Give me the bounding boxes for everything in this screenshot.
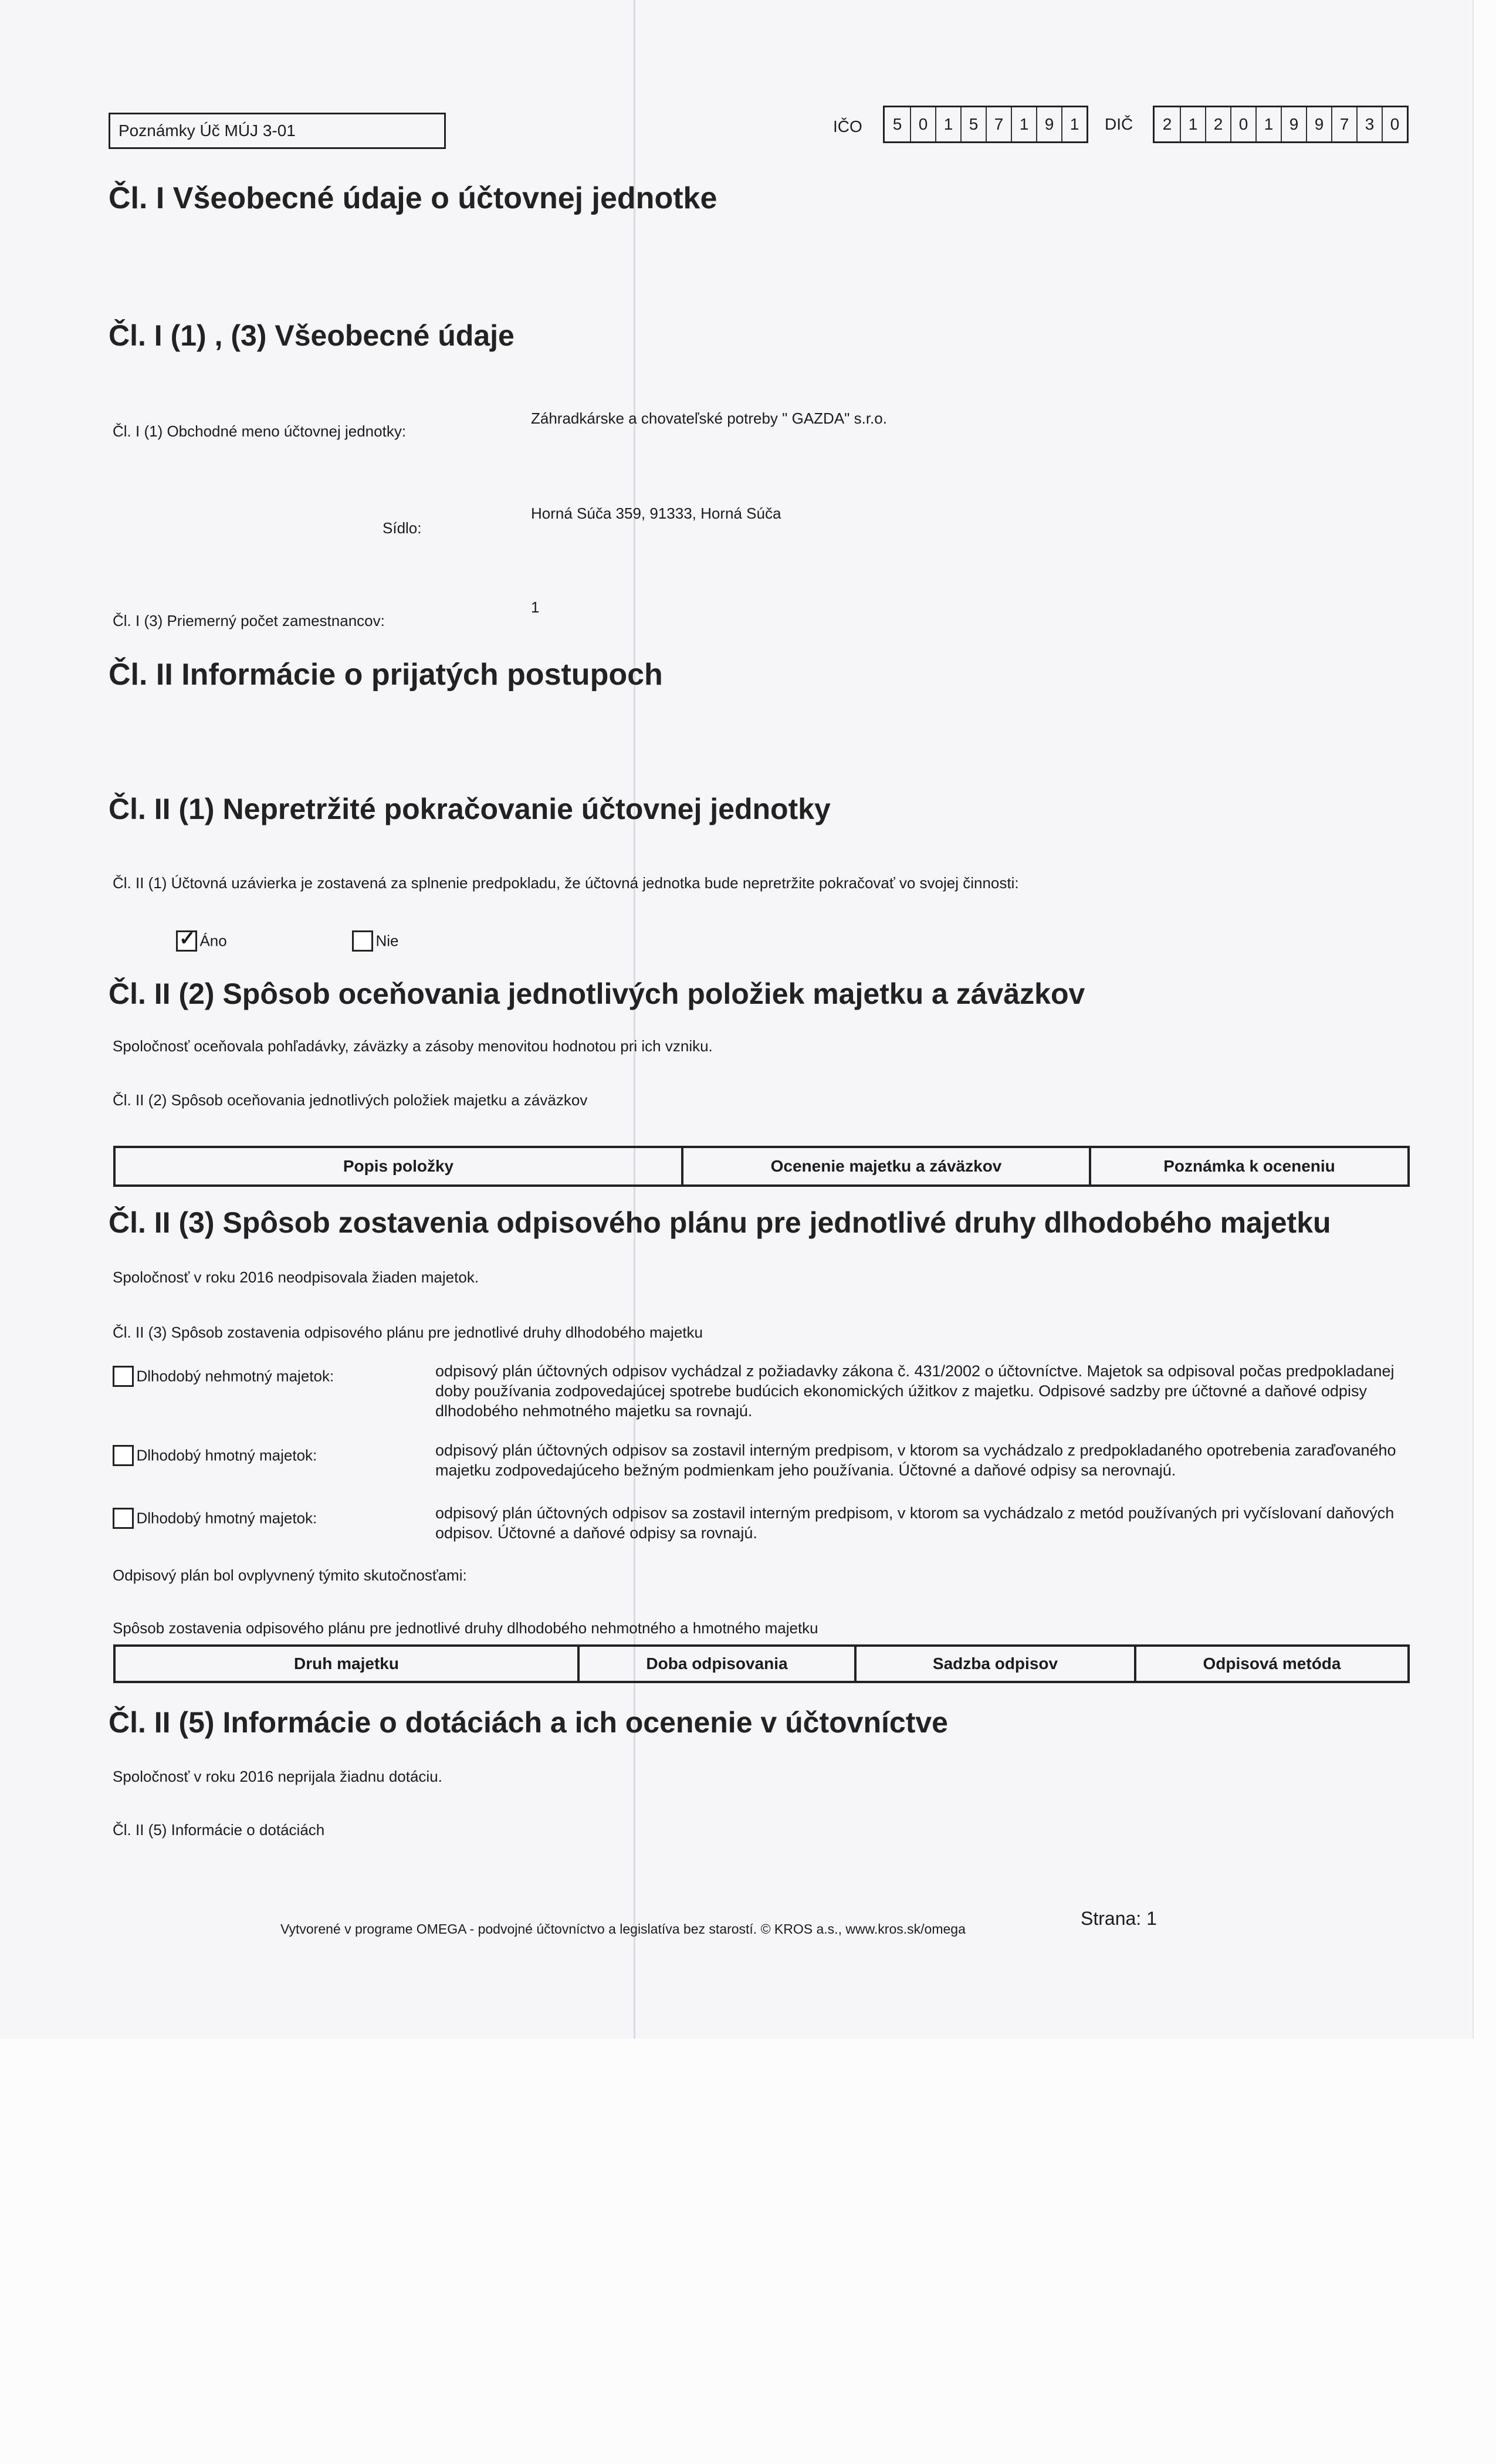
no-option[interactable] — [352, 930, 398, 952]
digit-box: 0 — [910, 107, 935, 141]
column-header: Poznámka k oceneniu — [1089, 1148, 1407, 1184]
asset-checkbox[interactable] — [113, 1508, 134, 1529]
footer-credit: Vytvorené v programe OMEGA - podvojné účtovníctvo a legislatíva bez starostí. © KROS a.s., www.kros.sk/omega — [280, 1921, 966, 1937]
yes-label: Áno — [199, 932, 227, 950]
asset-description: odpisový plán účtovných odpisov sa zostavil interným predpisom, v ktorom sa vychádzalo z predpokladaného opotrebenia zaraďovaného majetku zodpovedajúceho bežným podmienkam jeho používania. Účtovné a daňové odpisy sa nerovnajú. — [435, 1441, 1396, 1479]
digit-box: 9 — [1306, 107, 1331, 141]
digit-box: 9 — [1281, 107, 1306, 141]
digit-box: 5 — [960, 107, 986, 141]
employees-value: 1 — [531, 598, 540, 616]
digit-box: 1 — [1011, 107, 1036, 141]
plan-table-caption: Spôsob zostavenia odpisového plánu pre jednotlivé druhy dlhodobého nehmotného a hmotného majetku — [113, 1619, 818, 1637]
asset-checkbox[interactable] — [113, 1445, 134, 1466]
no-checkbox[interactable] — [352, 930, 373, 952]
column-header: Popis položky — [343, 1157, 454, 1175]
digit-box: 5 — [892, 115, 902, 133]
form-label: Poznámky Úč MÚJ 3-01 — [119, 121, 296, 140]
form-label-box — [109, 113, 446, 149]
influence-statement: Odpisový plán bol ovplyvnený týmito skutočnosťami: — [113, 1566, 467, 1584]
digit-box: 2 — [1162, 115, 1172, 133]
section-2-3-title: Čl. II (3) Spôsob zostavenia odpisového plánu pre jednotlivé druhy dlhodobého majetku — [109, 1206, 1331, 1239]
asset-row-intangible — [113, 1366, 334, 1387]
asset-row-tangible-2 — [113, 1508, 317, 1529]
digit-box: 7 — [1331, 107, 1356, 141]
digit-box: 1 — [1255, 107, 1281, 141]
digit-box: 0 — [1230, 107, 1255, 141]
dic-digit-boxes — [1153, 106, 1409, 143]
checkmark-icon: ✓ — [179, 928, 196, 950]
section-2-1-title: Čl. II (1) Nepretržité pokračovanie účtovnej jednotky — [109, 793, 831, 825]
subsidy-statement: Spoločnosť v roku 2016 neprijala žiadnu dotáciu. — [113, 1768, 442, 1785]
digit-box: 1 — [1180, 107, 1205, 141]
ico-digit-boxes — [883, 106, 1088, 143]
valuation-statement: Spoločnosť oceňovala pohľadávky, záväzky a zásoby menovitou hodnotou pri ich vzniku. — [113, 1037, 713, 1055]
column-header: Odpisová metóda — [1134, 1647, 1407, 1681]
column-header: Doba odpisovania — [577, 1647, 854, 1681]
asset-label: Dlhodobý hmotný majetok: — [136, 1509, 317, 1527]
company-name-label: Čl. I (1) Obchodné meno účtovnej jednotky: — [113, 422, 407, 440]
asset-description: odpisový plán účtovných odpisov sa zostavil interným predpisom, v ktorom sa vychádzalo z metód používaných pri vyčíslovaní daňových odpisov. Účtovné a daňové odpisy sa rovnajú. — [435, 1504, 1395, 1542]
digit-box: 1 — [1061, 107, 1087, 141]
section-1-title: Čl. I Všeobecné údaje o účtovnej jednotke — [109, 181, 717, 215]
valuation-table-header — [113, 1146, 1410, 1187]
digit-box: 9 — [1036, 107, 1061, 141]
section-1-subtitle: Čl. I (1) , (3) Všeobecné údaje — [109, 319, 515, 352]
valuation-table-caption: Čl. II (2) Spôsob oceňovania jednotlivých položiek majetku a záväzkov — [113, 1091, 588, 1109]
section-2-5-title: Čl. II (5) Informácie o dotáciách a ich ocenenie v účtovníctve — [109, 1706, 948, 1739]
asset-checkbox[interactable] — [113, 1366, 134, 1387]
yes-option[interactable] — [176, 930, 227, 952]
digit-box: 0 — [1382, 107, 1407, 141]
column-header: Druh majetku — [294, 1654, 399, 1673]
yes-checkbox[interactable] — [176, 930, 197, 952]
section-2-2-title: Čl. II (2) Spôsob oceňovania jednotlivých položiek majetku a záväzkov — [109, 977, 1085, 1010]
employees-label: Čl. I (3) Priemerný počet zamestnancov: — [113, 612, 385, 629]
ico-label: IČO — [833, 117, 862, 136]
depreciation-caption: Čl. II (3) Spôsob zostavenia odpisového plánu pre jednotlivé druhy dlhodobého majetku — [113, 1324, 703, 1341]
seat-value: Horná Súča 359, 91333, Horná Súča — [531, 505, 781, 522]
continuity-statement: Čl. II (1) Účtovná uzávierka je zostavená za splnenie predpokladu, že účtovná jednotka bude nepretržite pokračovať vo svojej činnosti: — [113, 874, 1019, 892]
asset-description: odpisový plán účtovných odpisov vychádzal z požiadavky zákona č. 431/2002 o účtovníctve. Majetok sa odpisoval počas predpokladanej doby používania zodpovedajúcej spotrebe budúcich ekonomických úžitkov z majetku. Odpisové sadzby pre účtovné a daňové odpisy dlhodobého nehmotného majetku sa rovnajú. — [435, 1362, 1395, 1420]
column-header: Sadzba odpisov — [854, 1647, 1134, 1681]
digit-box: 3 — [1356, 107, 1382, 141]
asset-label: Dlhodobý nehmotný majetok: — [136, 1367, 334, 1385]
column-header: Ocenenie majetku a záväzkov — [681, 1148, 1089, 1184]
plan-table-header — [113, 1644, 1410, 1683]
digit-box: 2 — [1205, 107, 1230, 141]
asset-row-tangible — [113, 1445, 317, 1466]
page-number: Strana: 1 — [1081, 1908, 1157, 1929]
depreciation-statement: Spoločnosť v roku 2016 neodpisovala žiaden majetok. — [113, 1268, 479, 1286]
company-name-value: Záhradkárske a chovateľské potreby " GAZDA" s.r.o. — [531, 409, 887, 427]
no-label: Nie — [375, 932, 399, 950]
subsidy-caption: Čl. II (5) Informácie o dotáciách — [113, 1821, 325, 1839]
section-2-title: Čl. II Informácie o prijatých postupoch — [109, 658, 663, 692]
asset-label: Dlhodobý hmotný majetok: — [136, 1446, 317, 1464]
seat-label: Sídlo: — [383, 519, 422, 537]
digit-box: 7 — [986, 107, 1011, 141]
digit-box: 1 — [935, 107, 960, 141]
dic-label: DIČ — [1105, 115, 1133, 133]
